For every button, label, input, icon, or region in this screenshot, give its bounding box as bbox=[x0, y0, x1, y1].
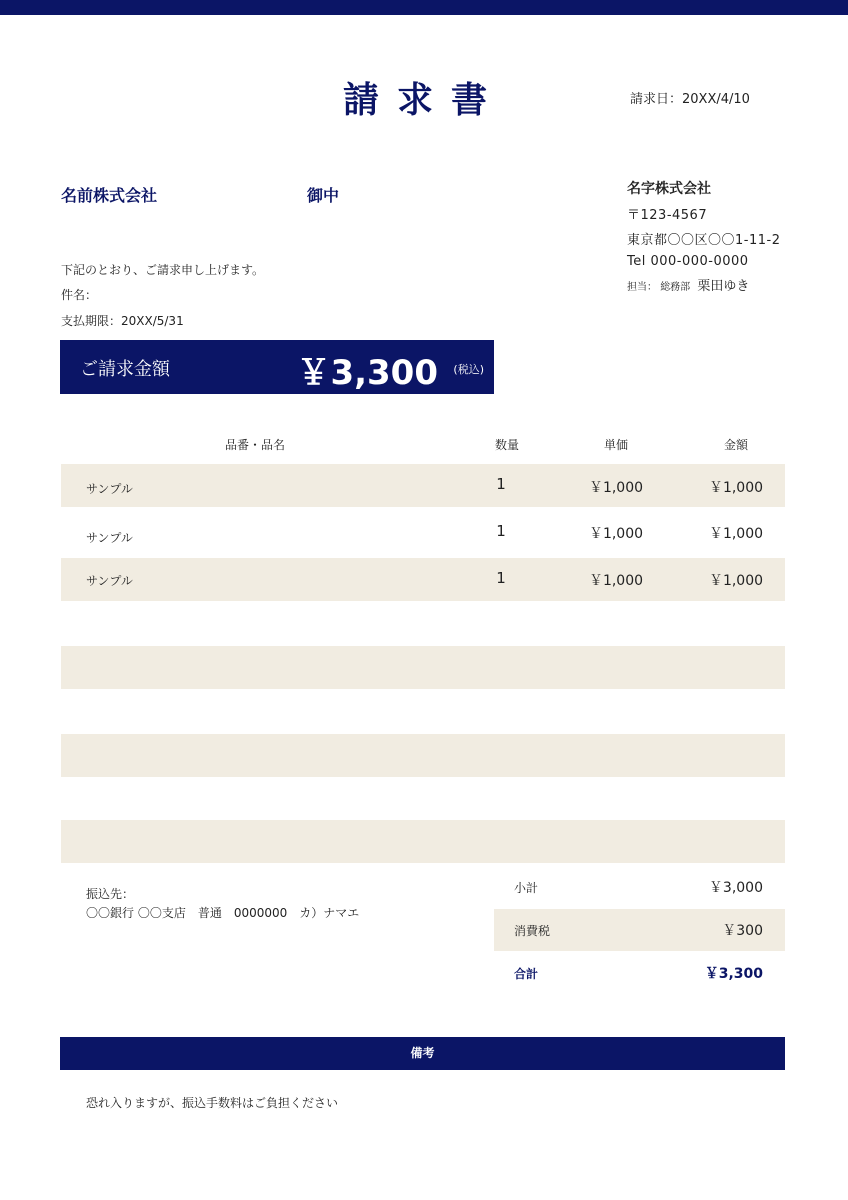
table-row bbox=[61, 511, 785, 554]
bank-info bbox=[86, 885, 359, 923]
invoice-amount-box bbox=[60, 340, 494, 394]
subtotal-label: 小計 bbox=[514, 881, 539, 895]
amount-tax-note: (税込) bbox=[453, 363, 484, 376]
issue-date: 請求日：20XX/4/10 bbox=[630, 92, 750, 107]
table-row bbox=[61, 464, 785, 507]
table-row-empty bbox=[61, 777, 785, 820]
total-label: 合計 bbox=[514, 967, 539, 981]
bank-details: 〇〇銀行 〇〇支店 普通 0000000 カ）ナマエ bbox=[86, 906, 360, 920]
issuer-company: 名字株式会社 bbox=[627, 181, 711, 197]
row-unit-price: ￥1,000 bbox=[588, 480, 644, 496]
issuer-postal: 〒123-4567 bbox=[627, 208, 708, 223]
issuer-block bbox=[627, 178, 780, 294]
payment-due: 支払期限：20XX/5/31 bbox=[61, 314, 184, 328]
remarks-header: 備考 bbox=[60, 1037, 785, 1070]
rep-name: 栗田ゆき bbox=[697, 279, 750, 294]
header-item: 品番・品名 bbox=[224, 438, 285, 452]
remarks-text: 恐れ入りますが、振込手数料はご負担ください bbox=[86, 1096, 339, 1110]
table-row-empty bbox=[61, 602, 785, 645]
rep-dept: 総務部 bbox=[660, 282, 691, 293]
subtotal-row bbox=[494, 866, 785, 908]
row-item-name: サンプル bbox=[86, 482, 133, 496]
tax-row bbox=[494, 909, 785, 951]
table-row-empty bbox=[61, 820, 785, 863]
header-qty: 数量 bbox=[494, 438, 519, 452]
row-unit-price: ￥1,000 bbox=[588, 573, 644, 589]
issuer-tel: Tel 000-000-0000 bbox=[627, 254, 749, 269]
row-qty: 1 bbox=[496, 522, 506, 540]
tax-label: 消費税 bbox=[514, 924, 551, 938]
issuer-representative bbox=[627, 275, 780, 294]
issuer-address: 東京都〇〇区〇〇1-11-2 bbox=[627, 233, 781, 248]
rep-label: 担当： bbox=[627, 282, 657, 293]
tax-value: ￥300 bbox=[722, 923, 763, 939]
row-amount: ￥1,000 bbox=[708, 526, 764, 542]
client-honorific: 御中 bbox=[307, 186, 340, 205]
amount-label: ご請求金額 bbox=[80, 359, 170, 380]
table-row-empty bbox=[61, 690, 785, 733]
header-unit-price: 単価 bbox=[603, 438, 628, 452]
row-item-name: サンプル bbox=[86, 574, 133, 588]
total-value: ￥3,300 bbox=[704, 966, 763, 982]
table-row bbox=[61, 558, 785, 601]
header-amount: 金額 bbox=[723, 438, 748, 452]
row-unit-price: ￥1,000 bbox=[588, 526, 644, 542]
table-row-empty bbox=[61, 646, 785, 689]
row-item-name: サンプル bbox=[86, 531, 133, 545]
total-row bbox=[494, 952, 785, 994]
amount-value: ￥3,300 bbox=[296, 353, 438, 393]
bank-label: 振込先： bbox=[86, 887, 135, 901]
table-row-empty bbox=[61, 734, 785, 777]
row-amount: ￥1,000 bbox=[708, 573, 764, 589]
row-amount: ￥1,000 bbox=[708, 480, 764, 496]
intro-message: 下記のとおり、ご請求申し上げます。 bbox=[61, 263, 265, 277]
document-title: 請求書 bbox=[342, 80, 505, 121]
subtotal-value: ￥3,000 bbox=[708, 880, 763, 896]
subject-label: 件名： bbox=[61, 288, 98, 302]
client-name: 名前株式会社 bbox=[61, 186, 158, 205]
top-accent-bar bbox=[0, 0, 848, 15]
row-qty: 1 bbox=[496, 475, 506, 493]
row-qty: 1 bbox=[496, 569, 506, 587]
